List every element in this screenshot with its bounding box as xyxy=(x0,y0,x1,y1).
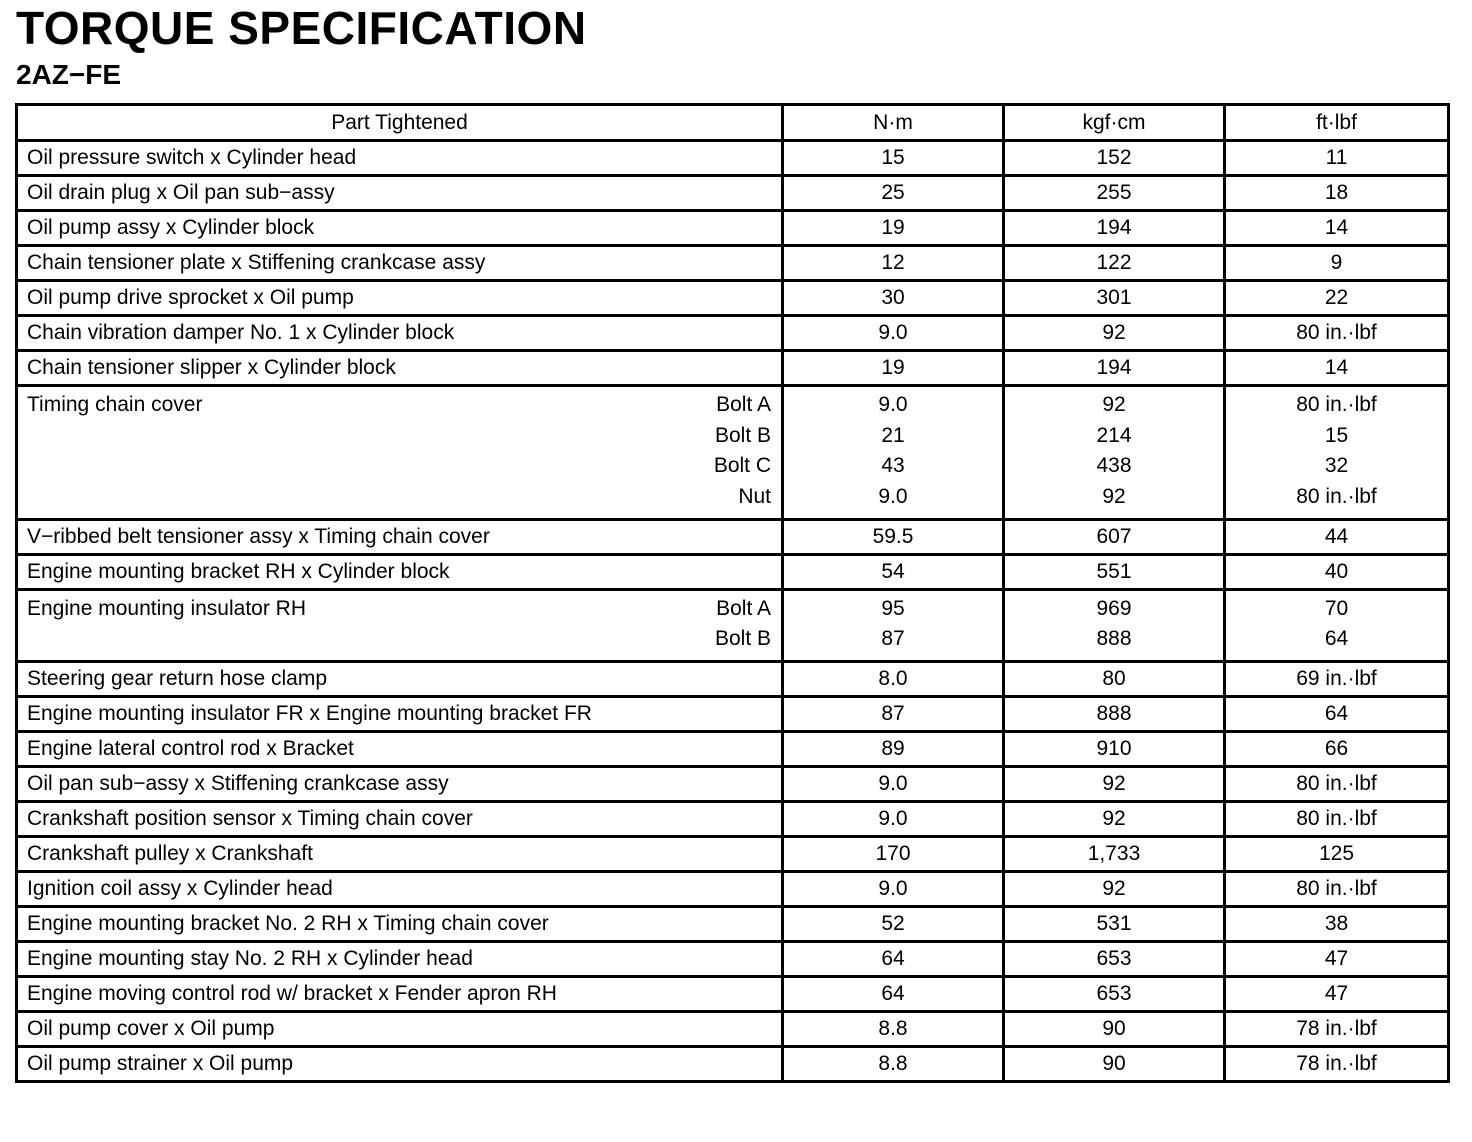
ft-value: 80 in.·lbf xyxy=(1296,485,1377,509)
part-name: Oil pump assy x Cylinder block xyxy=(17,211,783,246)
kgf-value: 92 xyxy=(1004,872,1225,907)
table-header-row xyxy=(17,105,1449,141)
part-name: Engine lateral control rod x Bracket xyxy=(17,732,783,767)
table-row xyxy=(17,176,1449,211)
table-row xyxy=(17,802,1449,837)
kgf-value: 90 xyxy=(1004,1047,1225,1082)
nm-value: 8.8 xyxy=(783,1047,1004,1082)
part-name: Steering gear return hose clamp xyxy=(17,662,783,697)
table-row xyxy=(17,872,1449,907)
table-row xyxy=(17,246,1449,281)
nm-value: 170 xyxy=(783,837,1004,872)
kgf-value: 888 xyxy=(1004,697,1225,732)
kgf-value: 92 xyxy=(1004,316,1225,351)
kgf-value: 653 xyxy=(1004,942,1225,977)
fastener-label: Bolt B xyxy=(714,423,771,447)
ft-value: 64 xyxy=(1225,697,1449,732)
ft-value: 11 xyxy=(1225,141,1449,176)
ft-value: 47 xyxy=(1225,977,1449,1012)
nm-value: 19 xyxy=(783,351,1004,386)
part-name: Oil pan sub−assy x Stiffening crankcase assy xyxy=(17,767,783,802)
table-row xyxy=(17,732,1449,767)
ft-value: 80 in.·lbf xyxy=(1296,393,1377,416)
part-name: Engine moving control rod w/ bracket x Fender apron RH xyxy=(17,977,783,1012)
kgf-value: 531 xyxy=(1004,907,1225,942)
part-name: Crankshaft position sensor x Timing chain cover xyxy=(17,802,783,837)
kgf-value: 80 xyxy=(1004,662,1225,697)
kgf-value: 90 xyxy=(1004,1012,1225,1047)
ft-value: 66 xyxy=(1225,732,1449,767)
ft-value: 18 xyxy=(1225,176,1449,211)
ft-value: 14 xyxy=(1225,351,1449,386)
part-name: Oil pump drive sprocket x Oil pump xyxy=(17,281,783,316)
kgf-value: 122 xyxy=(1004,246,1225,281)
nm-value: 9.0 xyxy=(783,316,1004,351)
part-name: Crankshaft pulley x Crankshaft xyxy=(17,837,783,872)
kgf-value: 653 xyxy=(1004,977,1225,1012)
ft-value: 64 xyxy=(1324,627,1349,651)
ft-value: 14 xyxy=(1225,211,1449,246)
kgf-value: 152 xyxy=(1004,141,1225,176)
engine-code: 2AZ−FE xyxy=(16,59,122,90)
table-body xyxy=(17,141,1449,1082)
ft-value: 69 in.·lbf xyxy=(1225,662,1449,697)
header-nm: N·m xyxy=(783,105,1004,141)
nm-cell xyxy=(783,589,1004,661)
kgf-cell xyxy=(1004,589,1225,661)
kgf-value: 214 xyxy=(1096,423,1132,447)
nm-value: 52 xyxy=(783,907,1004,942)
ft-value: 15 xyxy=(1324,423,1349,447)
fastener-label: Bolt A xyxy=(716,596,771,620)
nm-value: 87 xyxy=(783,697,1004,732)
part-name: Oil drain plug x Oil pan sub−assy xyxy=(17,176,783,211)
table-row xyxy=(17,589,1449,661)
kgf-value: 1,733 xyxy=(1004,837,1225,872)
ft-cell xyxy=(1225,386,1449,520)
kgf-value: 969 xyxy=(1096,596,1132,620)
part-name: Oil pressure switch x Cylinder head xyxy=(17,141,783,176)
part-name: Engine mounting insulator FR x Engine mounting bracket FR xyxy=(17,697,783,732)
fastener-label: Bolt C xyxy=(713,454,771,478)
part-cell xyxy=(17,386,783,520)
nm-value: 9.0 xyxy=(783,872,1004,907)
nm-value: 59.5 xyxy=(783,519,1004,554)
ft-cell xyxy=(1225,589,1449,661)
ft-value: 38 xyxy=(1225,907,1449,942)
nm-value: 95 xyxy=(881,596,905,620)
table-row xyxy=(17,662,1449,697)
nm-value: 87 xyxy=(881,627,905,651)
ft-value: 70 xyxy=(1324,596,1349,620)
ft-value: 78 in.·lbf xyxy=(1225,1047,1449,1082)
part-name: Oil pump cover x Oil pump xyxy=(17,1012,783,1047)
kgf-value: 888 xyxy=(1096,627,1132,651)
part-name: Oil pump strainer x Oil pump xyxy=(17,1047,783,1082)
nm-value: 12 xyxy=(783,246,1004,281)
part-name: Engine mounting stay No. 2 RH x Cylinder head xyxy=(17,942,783,977)
table-row xyxy=(17,211,1449,246)
torque-spec-table xyxy=(15,103,1450,1083)
table-row xyxy=(17,697,1449,732)
table-row xyxy=(17,554,1449,589)
header-part: Part Tightened xyxy=(17,105,783,141)
nm-value: 15 xyxy=(783,141,1004,176)
table-row xyxy=(17,977,1449,1012)
ft-value: 80 in.·lbf xyxy=(1225,872,1449,907)
ft-value: 47 xyxy=(1225,942,1449,977)
page-title: TORQUE SPECIFICATION xyxy=(16,2,587,54)
nm-value: 25 xyxy=(783,176,1004,211)
nm-value: 30 xyxy=(783,281,1004,316)
kgf-value: 92 xyxy=(1102,485,1126,509)
ft-value: 32 xyxy=(1324,454,1349,478)
table-row xyxy=(17,519,1449,554)
nm-value: 9.0 xyxy=(878,393,908,416)
fastener-label: Nut xyxy=(738,485,771,509)
header-kgf: kgf·cm xyxy=(1004,105,1225,141)
table-row xyxy=(17,767,1449,802)
kgf-value: 301 xyxy=(1004,281,1225,316)
fastener-label: Bolt B xyxy=(714,627,771,651)
table-row xyxy=(17,1047,1449,1082)
part-name: Timing chain cover xyxy=(27,393,203,416)
nm-cell xyxy=(783,386,1004,520)
kgf-value: 194 xyxy=(1004,351,1225,386)
kgf-value: 92 xyxy=(1004,802,1225,837)
fastener-label: Bolt A xyxy=(716,393,771,416)
ft-value: 9 xyxy=(1225,246,1449,281)
part-name: Engine mounting bracket No. 2 RH x Timing chain cover xyxy=(17,907,783,942)
ft-value: 80 in.·lbf xyxy=(1225,767,1449,802)
nm-value: 9.0 xyxy=(783,802,1004,837)
nm-value: 54 xyxy=(783,554,1004,589)
kgf-value: 438 xyxy=(1096,454,1132,478)
part-name: V−ribbed belt tensioner assy x Timing chain cover xyxy=(17,519,783,554)
kgf-value: 92 xyxy=(1004,767,1225,802)
kgf-value: 910 xyxy=(1004,732,1225,767)
nm-value: 64 xyxy=(783,977,1004,1012)
nm-value: 21 xyxy=(881,423,905,447)
nm-value: 9.0 xyxy=(783,767,1004,802)
nm-value: 8.8 xyxy=(783,1012,1004,1047)
ft-value: 22 xyxy=(1225,281,1449,316)
nm-value: 89 xyxy=(783,732,1004,767)
nm-value: 8.0 xyxy=(783,662,1004,697)
ft-value: 78 in.·lbf xyxy=(1225,1012,1449,1047)
nm-value: 64 xyxy=(783,942,1004,977)
nm-value: 9.0 xyxy=(878,485,908,509)
part-name: Chain tensioner plate x Stiffening crankcase assy xyxy=(17,246,783,281)
kgf-cell xyxy=(1004,386,1225,520)
nm-value: 43 xyxy=(881,454,905,478)
table-row xyxy=(17,1012,1449,1047)
ft-value: 125 xyxy=(1225,837,1449,872)
table-row xyxy=(17,316,1449,351)
ft-value: 80 in.·lbf xyxy=(1225,316,1449,351)
part-name: Chain tensioner slipper x Cylinder block xyxy=(17,351,783,386)
table-row xyxy=(17,386,1449,520)
header-ft: ft·lbf xyxy=(1225,105,1449,141)
part-name: Engine mounting insulator RH xyxy=(27,596,306,620)
table-row xyxy=(17,942,1449,977)
part-name: Engine mounting bracket RH x Cylinder block xyxy=(17,554,783,589)
table-row xyxy=(17,281,1449,316)
kgf-value: 92 xyxy=(1102,393,1126,416)
table-row xyxy=(17,907,1449,942)
table-row xyxy=(17,837,1449,872)
kgf-value: 194 xyxy=(1004,211,1225,246)
part-name: Ignition coil assy x Cylinder head xyxy=(17,872,783,907)
kgf-value: 551 xyxy=(1004,554,1225,589)
nm-value: 19 xyxy=(783,211,1004,246)
table-row xyxy=(17,141,1449,176)
ft-value: 40 xyxy=(1225,554,1449,589)
table-row xyxy=(17,351,1449,386)
ft-value: 80 in.·lbf xyxy=(1225,802,1449,837)
part-name: Chain vibration damper No. 1 x Cylinder block xyxy=(17,316,783,351)
kgf-value: 607 xyxy=(1004,519,1225,554)
kgf-value: 255 xyxy=(1004,176,1225,211)
ft-value: 44 xyxy=(1225,519,1449,554)
part-cell xyxy=(17,589,783,661)
